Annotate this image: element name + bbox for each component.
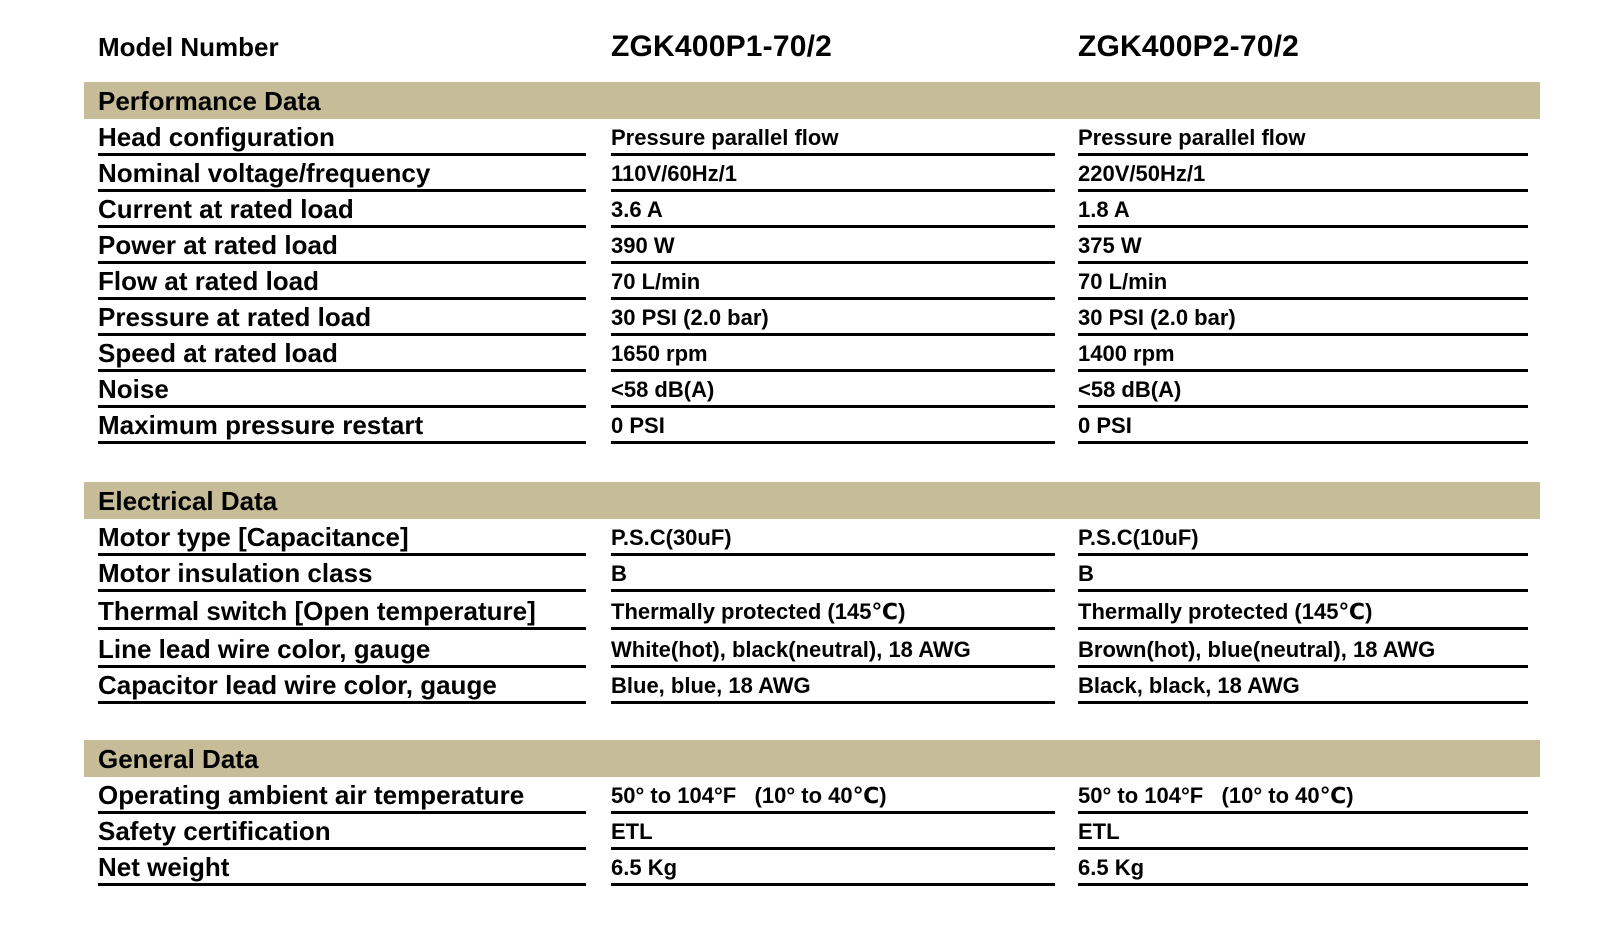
row-value-col1: <58 dB(A): [611, 373, 1055, 408]
row-value-col1: 30 PSI (2.0 bar): [611, 301, 1055, 336]
section-title: Performance Data: [98, 86, 321, 116]
row-label: Speed at rated load: [98, 337, 586, 372]
table-row: [0, 121, 1600, 157]
row-value-col2: 1.8 A: [1078, 193, 1528, 228]
row-value-col1: 70 L/min: [611, 265, 1055, 300]
row-label: Capacitor lead wire color, gauge: [98, 669, 586, 704]
table-row: [0, 521, 1600, 557]
table-row: [0, 157, 1600, 193]
row-value-col1: P.S.C(30uF): [611, 521, 1055, 556]
table-row: [0, 337, 1600, 373]
row-value-col1: ETL: [611, 815, 1055, 850]
section-title: General Data: [98, 744, 259, 774]
table-row: [0, 265, 1600, 301]
row-value-col1: 1650 rpm: [611, 337, 1055, 372]
row-value-col2: ETL: [1078, 815, 1528, 850]
row-label: Pressure at rated load: [98, 301, 586, 336]
row-value-col1: 3.6 A: [611, 193, 1055, 228]
section-header-electrical: [84, 482, 1540, 519]
row-value-col2: 30 PSI (2.0 bar): [1078, 301, 1528, 336]
row-value-col2: 70 L/min: [1078, 265, 1528, 300]
row-value-col2: 0 PSI: [1078, 409, 1528, 444]
row-value-col1: Blue, blue, 18 AWG: [611, 669, 1055, 704]
row-label: Power at rated load: [98, 229, 586, 264]
row-value-col1: 0 PSI: [611, 409, 1055, 444]
section-header-general: [84, 740, 1540, 777]
section-title: Electrical Data: [98, 486, 278, 516]
model-number-label: Model Number: [98, 32, 279, 62]
row-value-col2: 6.5 Kg: [1078, 851, 1528, 886]
section-header-performance: [84, 82, 1540, 119]
row-value-col1: 6.5 Kg: [611, 851, 1055, 886]
table-row: [0, 557, 1600, 593]
table-row: [0, 851, 1600, 887]
row-value-col1: Pressure parallel flow: [611, 121, 1055, 156]
row-value-col2: <58 dB(A): [1078, 373, 1528, 408]
row-value-col2: B: [1078, 557, 1528, 592]
row-value-col2: P.S.C(10uF): [1078, 521, 1528, 556]
row-label: Net weight: [98, 851, 586, 886]
row-value-col2: 1400 rpm: [1078, 337, 1528, 372]
table-row: [0, 301, 1600, 337]
row-label: Safety certification: [98, 815, 586, 850]
row-label: Noise: [98, 373, 586, 408]
table-row: [0, 779, 1600, 815]
table-row: [0, 193, 1600, 229]
model-number-col1: ZGK400P1-70/2: [611, 30, 833, 63]
row-label: Motor type [Capacitance]: [98, 521, 586, 556]
table-row: [0, 633, 1600, 669]
row-label: Current at rated load: [98, 193, 586, 228]
table-row: [0, 669, 1600, 705]
row-value-col2: Brown(hot), blue(neutral), 18 AWG: [1078, 633, 1528, 668]
row-value-col1: B: [611, 557, 1055, 592]
row-label: Operating ambient air temperature: [98, 779, 586, 814]
row-value-col2: 375 W: [1078, 229, 1528, 264]
row-label: Maximum pressure restart: [98, 409, 586, 444]
model-number-col2: ZGK400P2-70/2: [1078, 30, 1300, 63]
table-row: [0, 815, 1600, 851]
row-label: Flow at rated load: [98, 265, 586, 300]
row-value-col2: 220V/50Hz/1: [1078, 157, 1528, 192]
row-value-col2: Pressure parallel flow: [1078, 121, 1528, 156]
row-value-col2: 50° to 104°F (10° to 40℃): [1078, 779, 1528, 814]
row-value-col1: White(hot), black(neutral), 18 AWG: [611, 633, 1055, 668]
row-value-col1: 50° to 104°F (10° to 40℃): [611, 779, 1055, 814]
row-value-col1: 390 W: [611, 229, 1055, 264]
row-label: Head configuration: [98, 121, 586, 156]
table-row: [0, 373, 1600, 409]
row-label: Nominal voltage/frequency: [98, 157, 586, 192]
table-row: [0, 595, 1600, 631]
row-label: Motor insulation class: [98, 557, 586, 592]
row-value-col1: 110V/60Hz/1: [611, 157, 1055, 192]
row-value-col2: Thermally protected (145℃): [1078, 595, 1528, 630]
table-row: [0, 229, 1600, 265]
row-value-col2: Black, black, 18 AWG: [1078, 669, 1528, 704]
table-row: [0, 409, 1600, 445]
row-label: Thermal switch [Open temperature]: [98, 595, 586, 630]
model-number-row: [0, 26, 1600, 70]
row-value-col1: Thermally protected (145℃): [611, 595, 1055, 630]
row-label: Line lead wire color, gauge: [98, 633, 586, 668]
